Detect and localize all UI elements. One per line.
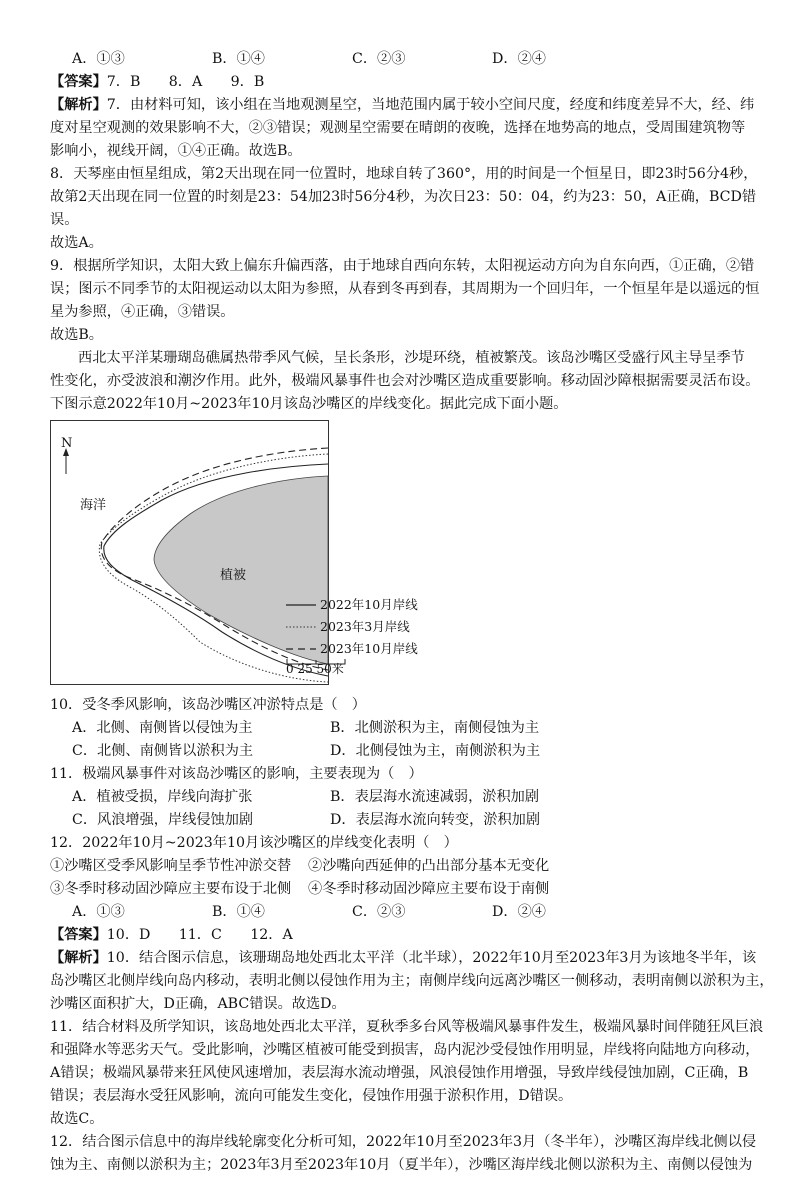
analysis-q10-line2: 岛沙嘴区北侧岸线向岛内移动，表明北侧以侵蚀作用为主；南侧岸线向远离沙嘴区一侧移动，表明南侧以淤积为主， bbox=[50, 973, 774, 989]
q10-option-d: D．北侧侵蚀为主，南侧淤积为主 bbox=[330, 743, 541, 759]
answer-line-1 bbox=[50, 71, 762, 94]
analysis-q11-line5: 故选C。 bbox=[50, 1111, 104, 1127]
legend-label: 2023年10月岸线 bbox=[320, 641, 418, 656]
q12-statement-4: ④冬季时移动固沙障应主要布设于南侧 bbox=[308, 881, 550, 897]
q10-option-a: A．北侧、南侧皆以侵蚀为主 bbox=[72, 720, 253, 736]
q12-option-d: D．②④ bbox=[492, 904, 546, 920]
q11-option-c: C．风浪增强，岸线侵蚀加剧 bbox=[72, 812, 254, 828]
scale-label: 0 25 50米 bbox=[286, 662, 344, 676]
ocean-label: 海洋 bbox=[80, 498, 107, 513]
answer-line-2 bbox=[50, 924, 762, 947]
analysis-q11-line4: 错误；表层海水受狂风影响，流向可能发生变化，侵蚀作用强于淤积作用，D错误。 bbox=[50, 1088, 573, 1104]
q12-option-b: B．①④ bbox=[212, 904, 265, 920]
analysis-text: 10．结合图示信息，该珊瑚岛地处西北太平洋（北半球），2022年10月至2023年3月为该地冬半年，该 bbox=[106, 950, 757, 966]
legend-dotted-line bbox=[286, 623, 316, 631]
material-line3: 下图示意2022年10月~2023年10月该岛沙嘴区的岸线变化。据此完成下面小题。 bbox=[50, 396, 568, 412]
analysis-q12-line2: 蚀为主、南侧以淤积为主；2023年3月至2023年10月（夏半年），沙嘴区海岸线北侧以淤积为主、南侧以侵蚀为 bbox=[50, 1157, 753, 1173]
analysis-tag: 【解析】 bbox=[50, 950, 107, 966]
analysis-q7-line2: 度对星空观测的效果影响不大，②③错误；观测星空需要在晴朗的夜晚，选择在地势高的地点，受周围建筑物等 bbox=[50, 120, 746, 136]
q10-option-c: C．北侧、南侧皆以淤积为主 bbox=[72, 743, 254, 759]
analysis-q8-line2: 故第2天出现在同一位置的时刻是23：54加23时56分4秒，为次日23：50：04，约为23：50，A正确，BCD错 bbox=[50, 189, 757, 205]
legend-label: 2022年10月岸线 bbox=[320, 597, 418, 612]
q12-option-a: A．①③ bbox=[72, 904, 125, 920]
analysis-q10-line3: 沙嘴区面积扩大，D正确，ABC错误。故选D。 bbox=[50, 996, 346, 1012]
analysis-q8-line3: 误。 bbox=[50, 212, 79, 228]
analysis-q11-line2: 和强降水等恶劣天气。受此影响，沙嘴区植被可能受到损害，岛内泥沙受侵蚀作用明显，岸线将向陆地方向移动， bbox=[50, 1042, 760, 1058]
q12-statement-3: ③冬季时移动固沙障应主要布设于北侧 bbox=[50, 881, 292, 897]
q12-stem: 12．2022年10月~2023年10月该沙嘴区的岸线变化表明（ ） bbox=[50, 835, 458, 851]
analysis-q7-line1 bbox=[50, 94, 762, 117]
analysis-text: 7．由材料可知，该小组在当地观测星空，当地范围内属于较小空间尺度，经度和纬度差异不大，经、纬 bbox=[106, 97, 755, 113]
legend-item-2022-10 bbox=[286, 594, 418, 616]
material-line1: 西北太平洋某珊瑚岛礁属热带季风气候，呈长条形，沙堤环绕，植被繁茂。该岛沙嘴区受盛行风主导呈季节 bbox=[78, 350, 745, 366]
q10-options-row1 bbox=[50, 717, 762, 740]
analysis-q9-line3: 星为参照，④正确，③错误。 bbox=[50, 304, 235, 320]
q12-statement-2: ②沙嘴向西延伸的凸出部分基本无变化 bbox=[308, 858, 550, 874]
answer-text: 7．B 8．A 9．B bbox=[106, 74, 265, 90]
analysis-q12-line1: 12．结合图示信息中的海岸线轮廓变化分析可知，2022年10月至2023年3月（冬半年），沙嘴区海岸线北侧以侵 bbox=[50, 1134, 757, 1150]
document-page bbox=[50, 48, 774, 1177]
answer-tag: 【答案】 bbox=[50, 74, 107, 90]
q12-option-c: C．②③ bbox=[352, 904, 406, 920]
analysis-q11-line3: A错误；极端风暴带来狂风使风速增加，表层海水流动增强，风浪侵蚀作用增强，导致岸线侵蚀加剧，C正确，B bbox=[50, 1065, 749, 1081]
analysis-q7-line3: 影响小，视线开阔，①④正确。故选B。 bbox=[50, 143, 302, 159]
north-label: N bbox=[61, 436, 73, 451]
q9-options bbox=[50, 48, 762, 71]
scale-bar-line bbox=[286, 658, 346, 666]
answer-text: 10．D 11．C 12．A bbox=[106, 927, 293, 943]
legend-solid-line bbox=[286, 601, 316, 609]
option-d: D．②④ bbox=[492, 51, 546, 67]
analysis-q11-line1: 11．结合材料及所学知识，该岛地处西北太平洋，夏秋季多台风等极端风暴事件发生，极端风暴时间伴随狂风巨浪 bbox=[50, 1019, 764, 1035]
map-legend bbox=[286, 594, 418, 660]
q12-statements-row2 bbox=[50, 878, 762, 901]
analysis-q8-line1: 8．天琴座由恒星组成，第2天出现在同一位置时，地球自转了360°，用的时间是一个恒星日，即23时56分4秒， bbox=[50, 166, 758, 182]
material-line2: 性变化，亦受波浪和潮汐作用。此外，极端风暴事件也会对沙嘴区造成重要影响。移动固沙障根据需要灵活布设。 bbox=[50, 373, 760, 389]
answer-tag: 【答案】 bbox=[50, 927, 107, 943]
q12-options bbox=[50, 901, 762, 924]
q10-options-row2 bbox=[50, 740, 762, 763]
analysis-q9-line1: 9．根据所学知识，太阳大致上偏东升偏西落，由于地球自西向东转，太阳视运动方向为自东向西，①正确，②错 bbox=[50, 258, 755, 274]
analysis-tag: 【解析】 bbox=[50, 97, 107, 113]
option-c: C．②③ bbox=[352, 51, 406, 67]
q10-stem: 10．受冬季风影响，该岛沙嘴区冲淤特点是（ ） bbox=[50, 697, 366, 713]
vegetation-label: 植被 bbox=[220, 568, 247, 583]
option-a: A．①③ bbox=[72, 51, 125, 67]
option-b: B．①④ bbox=[212, 51, 265, 67]
analysis-q8-line4: 故选A。 bbox=[50, 235, 103, 251]
legend-label: 2023年3月岸线 bbox=[320, 619, 410, 634]
q12-statement-1: ①沙嘴区受季风影响呈季节性冲淤交替 bbox=[50, 858, 292, 874]
shoreline-map-figure bbox=[50, 418, 762, 690]
analysis-q9-line2: 误；图示不同季节的太阳视运动以太阳为参照，从春到冬再到春，其周期为一个回归年，一个恒星年是以遥远的恒 bbox=[50, 281, 760, 297]
legend-item-2023-03 bbox=[286, 616, 418, 638]
q11-option-b: B．表层海水流速减弱，淤积加剧 bbox=[330, 789, 540, 805]
q12-statements-row1 bbox=[50, 855, 762, 878]
q11-options-row1 bbox=[50, 786, 762, 809]
legend-dashed-line bbox=[286, 645, 316, 653]
q11-option-d: D．表层海水流向转变，淤积加剧 bbox=[330, 812, 541, 828]
q11-options-row2 bbox=[50, 809, 762, 832]
q11-stem: 11．极端风暴事件对该岛沙嘴区的影响，主要表现为（ ） bbox=[50, 766, 423, 782]
analysis-q9-line4: 故选B。 bbox=[50, 327, 103, 343]
legend-item-2023-10 bbox=[286, 638, 418, 660]
q10-option-b: B．北侧淤积为主，南侧侵蚀为主 bbox=[330, 720, 540, 736]
analysis-q10-line1 bbox=[50, 947, 762, 970]
q11-option-a: A．植被受损，岸线向海扩张 bbox=[72, 789, 253, 805]
scale-bar bbox=[286, 658, 344, 681]
